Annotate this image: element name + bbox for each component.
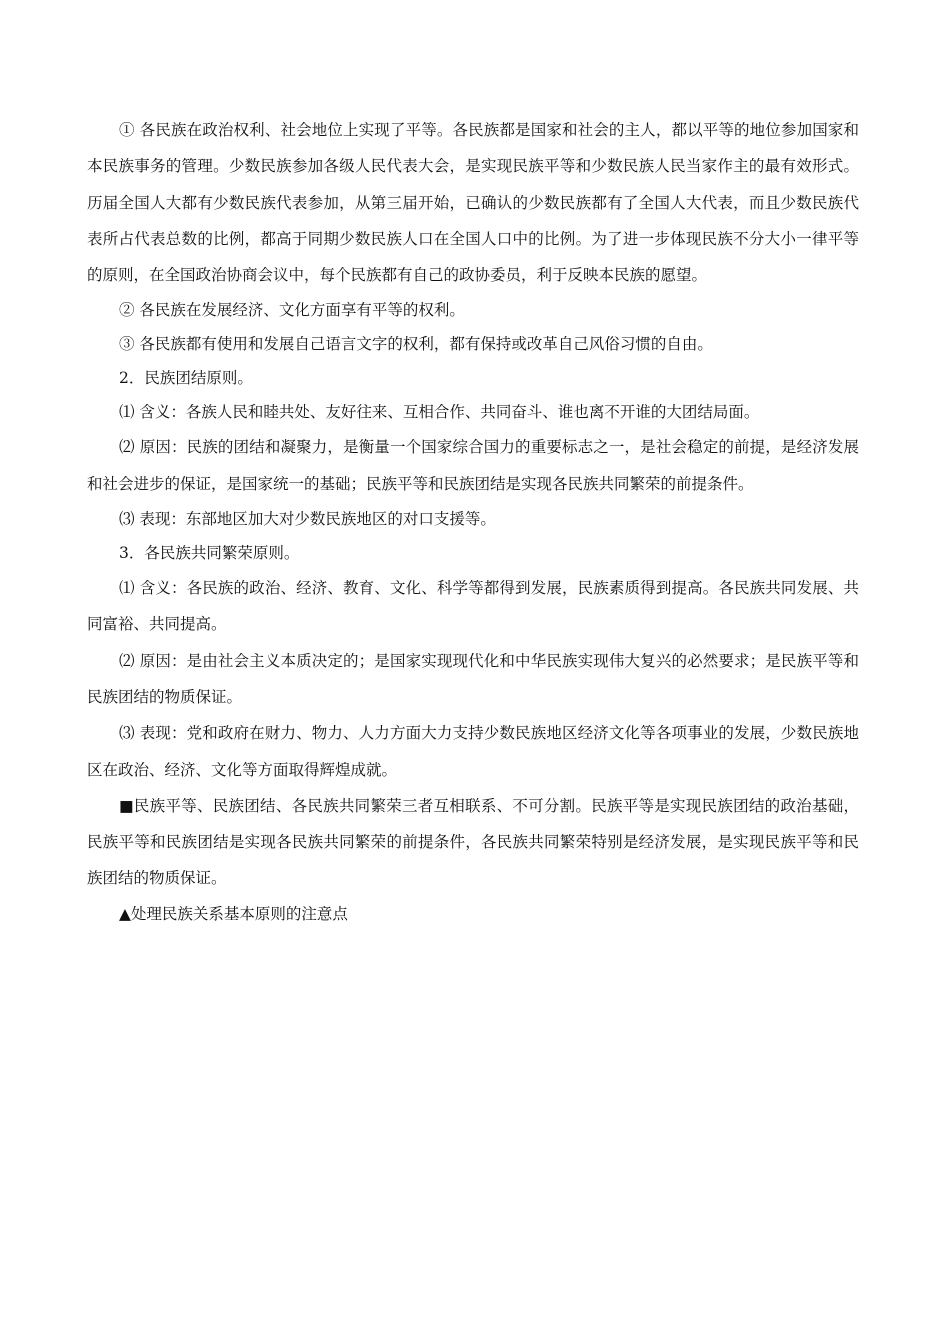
paragraph-prosperity-expression: ⑶ 表现：党和政府在财力、物力、人力方面大力支持少数民族地区经济文化等各项事业的发展，少数民族地区在政治、经济、文化等方面取得辉煌成就。 [87,724,859,779]
heading-attention-points: ▲处理民族关系基本原则的注意点 [119,904,348,923]
paragraph-unity-meaning: ⑴ 含义：各族人民和睦共处、友好往来、互相合作、共同奋斗、谁也离不开谁的大团结局面。 [119,403,760,422]
paragraph-unity-reason: ⑵ 原因：民族的团结和凝聚力，是衡量一个国家综合国力的重要标志之一，是社会稳定的前提，是经济发展和社会进步的保证，是国家统一的基础；民族平等和民族团结是实现各民族共同繁荣的前提条件。 [87,438,859,493]
paragraph-principles-relationship: ■民族平等、民族团结、各民族共同繁荣三者互相联系、不可分割。民族平等是实现民族团结的政治基础，民族平等和民族团结是实现各民族共同繁荣的前提条件，各民族共同繁荣特别是经济发展，是实现民族平等和民族团结的物质保证。 [87,796,859,888]
paragraph-prosperity-reason: ⑵ 原因：是由社会主义本质决定的；是国家实现现代化和中华民族实现伟大复兴的必然要求；是民族平等和民族团结的物质保证。 [87,651,859,706]
paragraph-equality-language: ③ 各民族都有使用和发展自己语言文字的权利，都有保持或改革自己风俗习惯的自由。 [119,335,713,354]
heading-unity-principle: 2．民族团结原则。 [119,369,253,388]
heading-prosperity-principle: 3．各民族共同繁荣原则。 [119,544,300,563]
paragraph-equality-economy: ② 各民族在发展经济、文化方面享有平等的权利。 [119,301,465,320]
document-page [87,112,859,931]
paragraph-equality-politics: ① 各民族在政治权利、社会地位上实现了平等。各民族都是国家和社会的主人，都以平等的地位参加国家和本民族事务的管理。少数民族参加各级人民代表大会，是实现民族平等和少数民族人民当家作主的最有效形式。历届全国人大都有少数民族代表参加，从第三届开始，已确认的少数民族都有了全国人大代表，而且少数民族代表所占代表总数的比例，都高于同期少数民族人口在全国人口中的比例。为了进一步体现民族不分大小一律平等的原则，在全国政治协商会议中，每个民族都有自己的政协委员，利于反映本民族的愿望。 [87,121,859,285]
paragraph-prosperity-meaning: ⑴ 含义：各民族的政治、经济、教育、文化、科学等都得到发展，民族素质得到提高。各民族共同发展、共同富裕、共同提高。 [87,579,859,634]
paragraph-unity-expression: ⑶ 表现：东部地区加大对少数民族地区的对口支援等。 [119,510,496,529]
